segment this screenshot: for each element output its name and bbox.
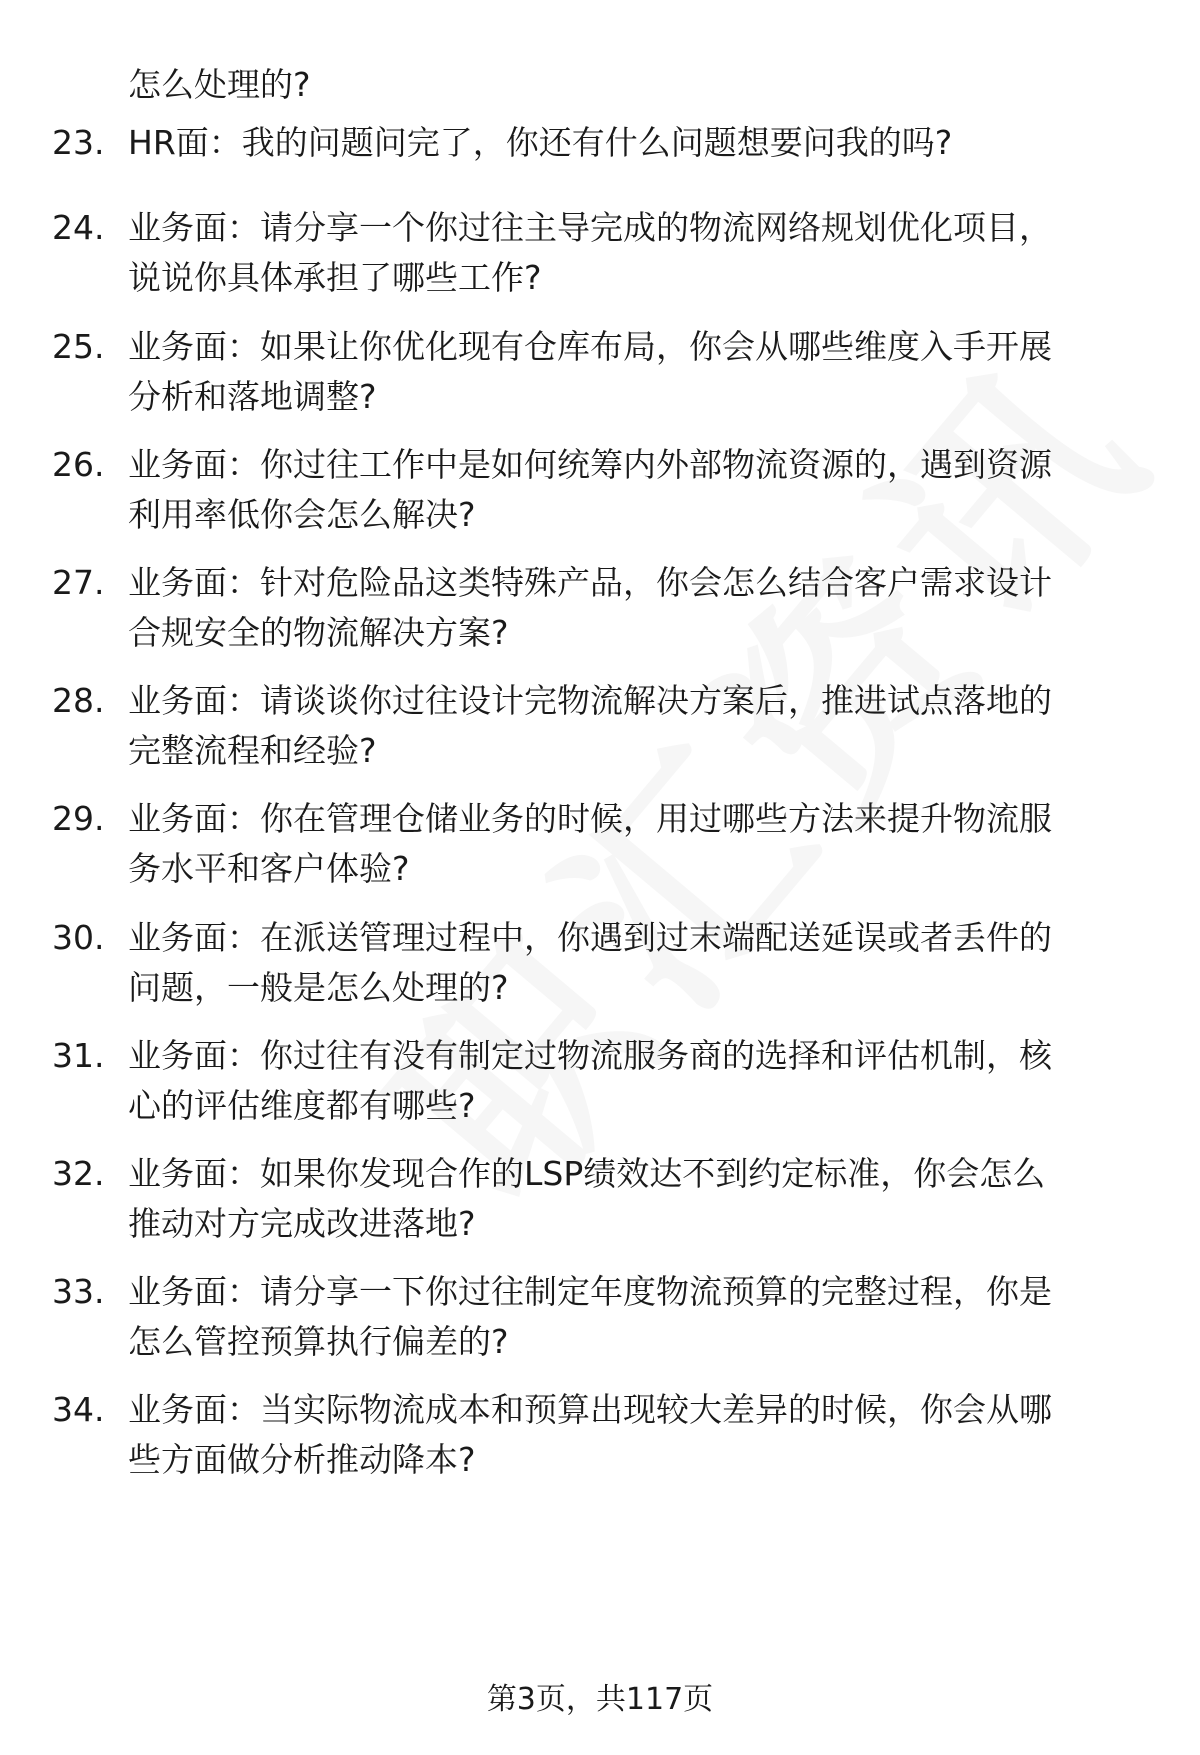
item-number: 28.: [52, 681, 105, 720]
page-number-footer: 第3页，共117页: [486, 1682, 714, 1717]
item-text: [128, 913, 1148, 1013]
item-line: 业务面：当实际物流成本和预算出现较大差异的时候，你会从哪: [128, 1390, 1052, 1429]
item-text: [128, 1385, 1148, 1485]
item-line: 分析和落地调整?: [128, 377, 377, 416]
item-number: 31.: [52, 1036, 105, 1075]
item-line: 业务面：在派送管理过程中，你遇到过末端配送延误或者丢件的: [128, 918, 1052, 957]
item-text: [128, 1031, 1148, 1131]
item-line: 合规安全的物流解决方案?: [128, 613, 509, 652]
item-number: 33.: [52, 1272, 105, 1311]
item-line: 利用率低你会怎么解决?: [128, 495, 476, 534]
item-line: 业务面：你过往工作中是如何统筹内外部物流资源的，遇到资源: [128, 445, 1052, 484]
item-line: 问题，一般是怎么处理的?: [128, 968, 509, 1007]
item-line: 业务面：如果你发现合作的LSP绩效达不到约定标准，你会怎么: [128, 1154, 1046, 1193]
item-line: 推动对方完成改进落地?: [128, 1204, 476, 1243]
item-line: 业务面：请分享一个你过往主导完成的物流网络规划优化项目，: [128, 208, 1052, 247]
item-line: 完整流程和经验?: [128, 731, 377, 770]
item-number: 25.: [52, 327, 105, 366]
item-text: [128, 794, 1148, 894]
item-text: [128, 1149, 1148, 1249]
item-number: 34.: [52, 1390, 105, 1429]
item-text: [128, 1267, 1148, 1367]
item-number: 23.: [52, 123, 105, 162]
item-line: 说说你具体承担了哪些工作?: [128, 258, 542, 297]
item-text: [128, 676, 1148, 776]
item-line: 务水平和客户体验?: [128, 849, 410, 888]
item-line: 业务面：如果让你优化现有仓库布局，你会从哪些维度入手开展: [128, 327, 1052, 366]
item-line: 业务面：请分享一下你过往制定年度物流预算的完整过程，你是: [128, 1272, 1052, 1311]
continuation-text: 怎么处理的?: [128, 65, 311, 104]
item-line: HR面：我的问题问完了，你还有什么问题想要问我的吗?: [128, 123, 953, 162]
item-number: 24.: [52, 208, 105, 247]
item-line: 些方面做分析推动降本?: [128, 1440, 476, 1479]
item-line: 心的评估维度都有哪些?: [128, 1086, 476, 1125]
item-line: 业务面：针对危险品这类特殊产品，你会怎么结合客户需求设计: [128, 563, 1052, 602]
item-text: [128, 440, 1148, 540]
item-text: [128, 118, 1148, 168]
item-number: 29.: [52, 799, 105, 838]
item-line: 业务面：请谈谈你过往设计完物流解决方案后，推进试点落地的: [128, 681, 1052, 720]
item-text: [128, 322, 1148, 422]
item-text: [128, 203, 1148, 303]
item-number: 30.: [52, 918, 105, 957]
item-number: 26.: [52, 445, 105, 484]
item-number: 27.: [52, 563, 105, 602]
item-line: 怎么管控预算执行偏差的?: [128, 1322, 509, 1361]
item-line: 业务面：你在管理仓储业务的时候，用过哪些方法来提升物流服: [128, 799, 1052, 838]
item-number: 32.: [52, 1154, 105, 1193]
item-text: [128, 558, 1148, 658]
item-line: 业务面：你过往有没有制定过物流服务商的选择和评估机制，核: [128, 1036, 1052, 1075]
